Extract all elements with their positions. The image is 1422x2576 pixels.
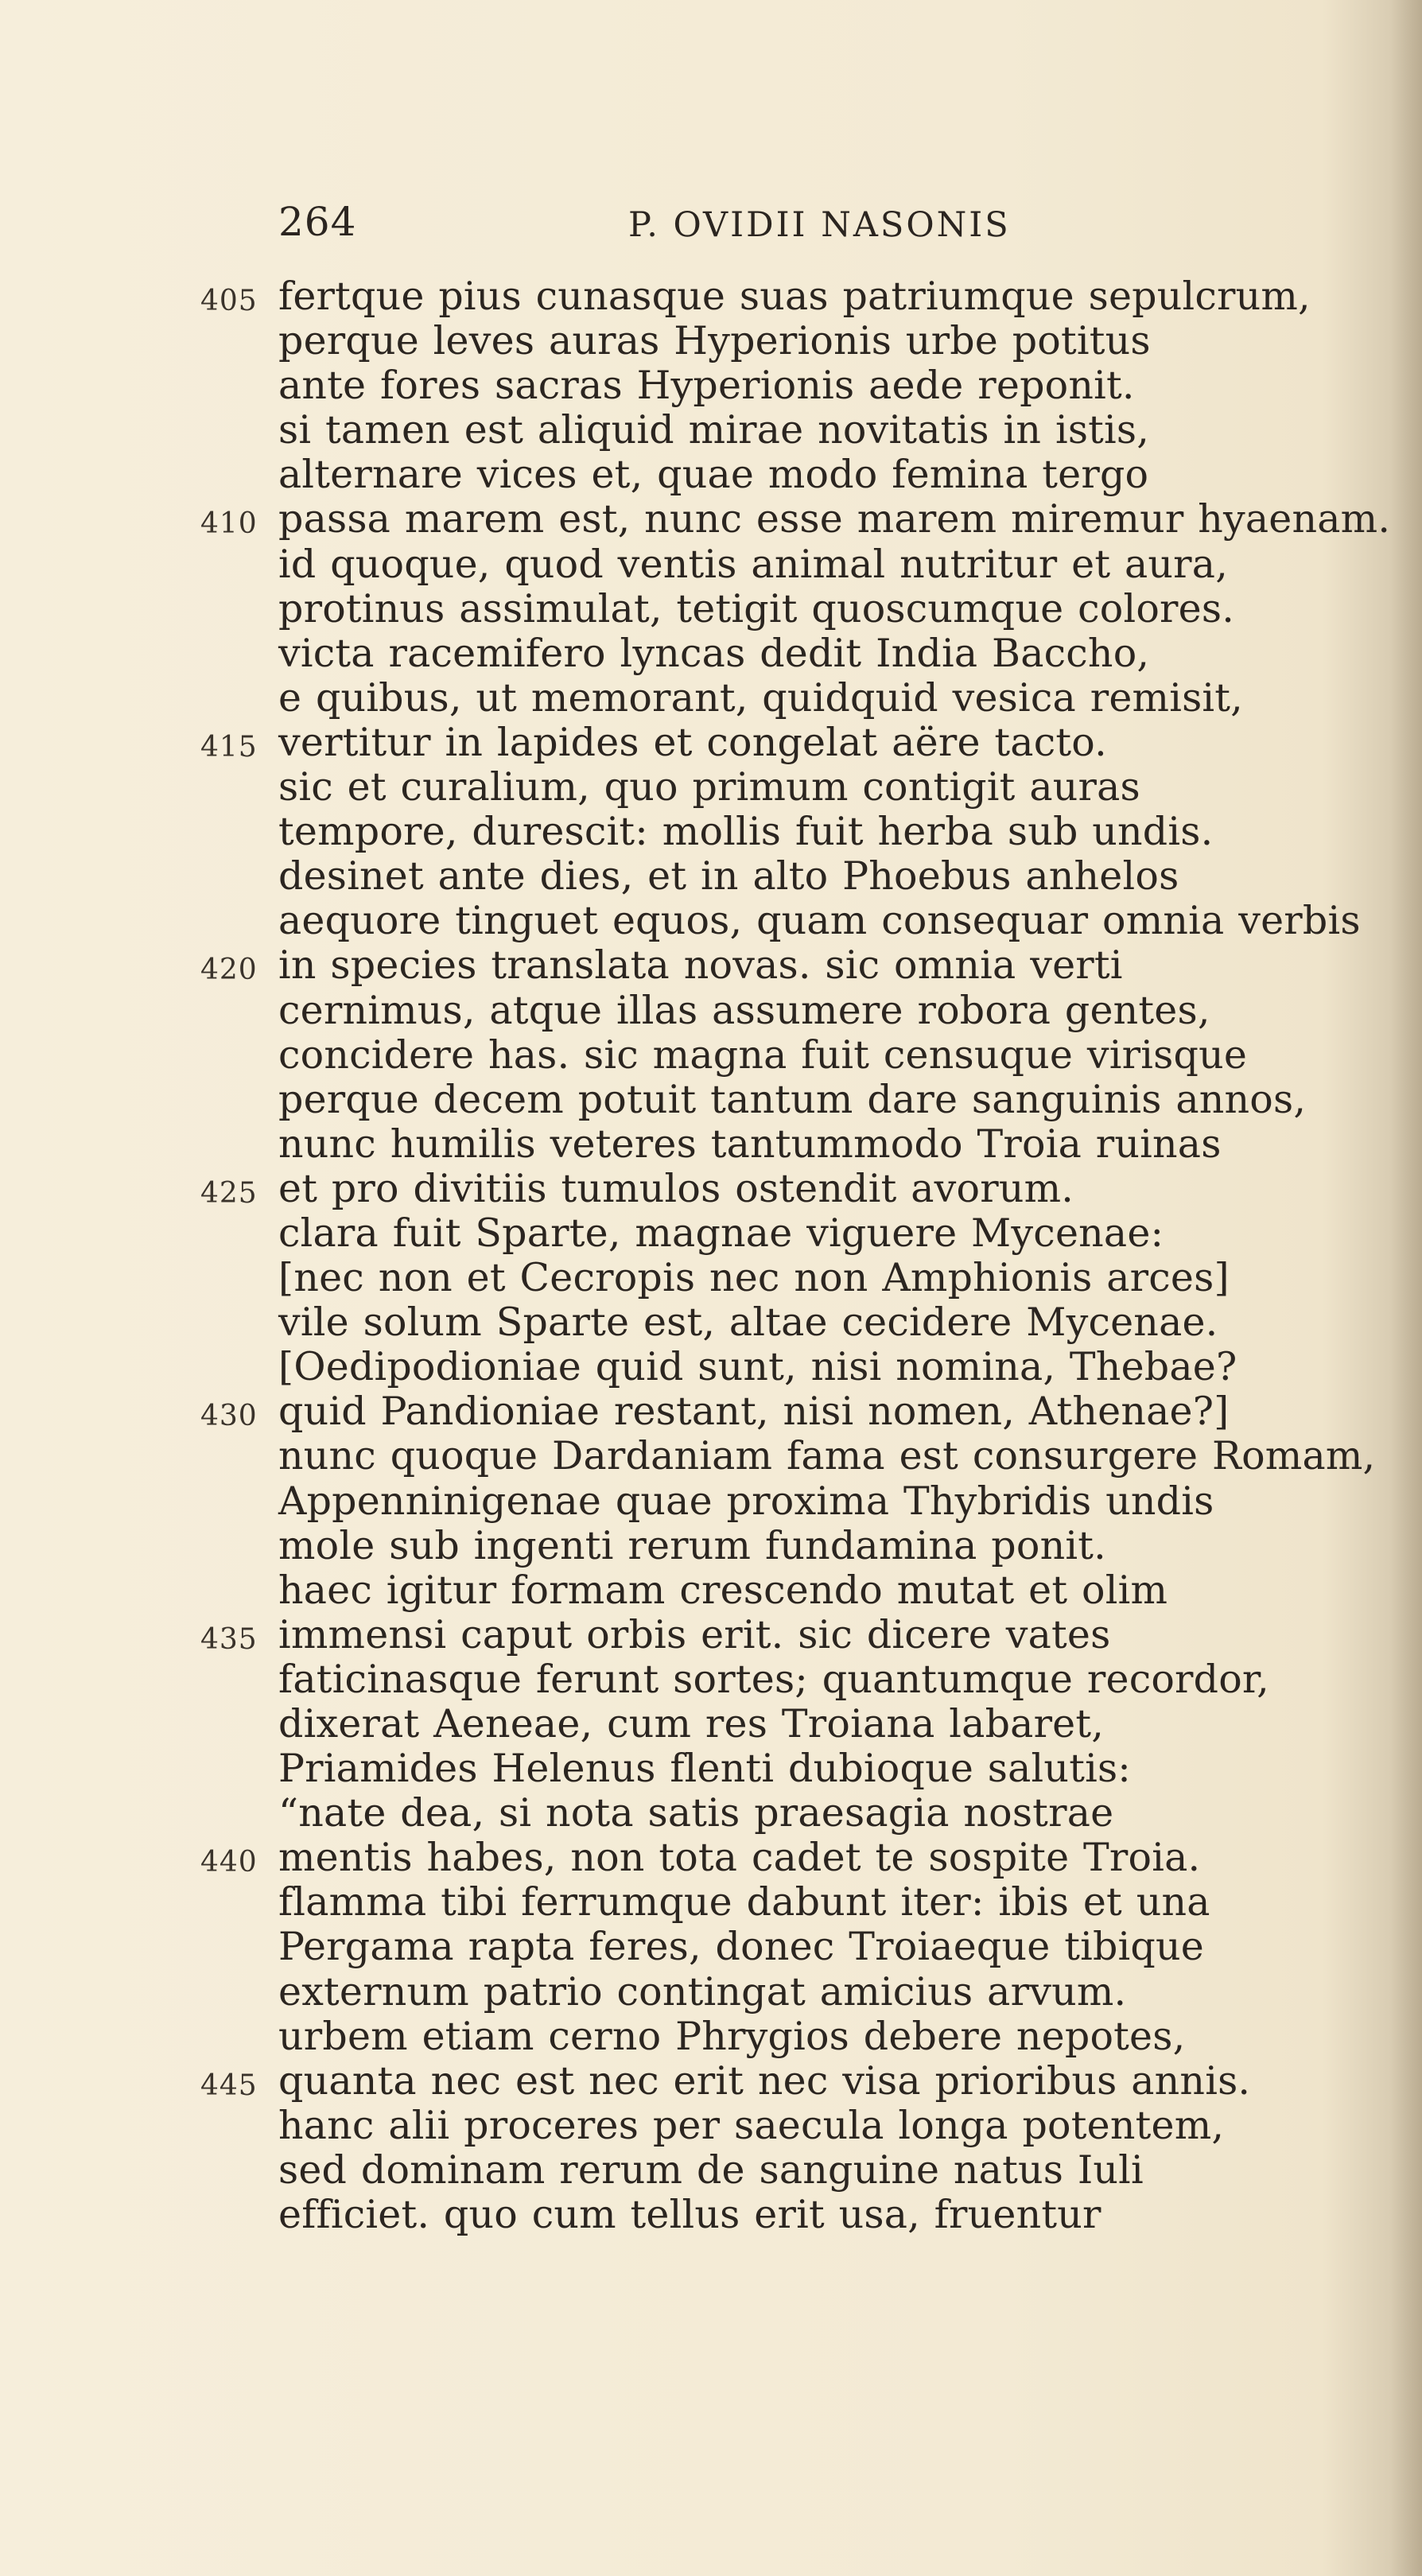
verse-line-text: Appenninigenae quae proxima Thybridis undis bbox=[278, 1478, 1214, 1524]
line-number: 420 bbox=[200, 954, 258, 987]
verse-line bbox=[0, 2014, 1422, 2058]
verse-line-text: ante fores sacras Hyperionis aede reponit. bbox=[278, 363, 1135, 409]
line-number: 445 bbox=[200, 2069, 258, 2102]
verse-line bbox=[0, 2058, 1422, 2103]
verse-line bbox=[0, 1746, 1422, 1790]
verse-line bbox=[0, 1077, 1422, 1121]
line-number: 430 bbox=[200, 1400, 258, 1433]
verse-line bbox=[0, 720, 1422, 764]
verse-line bbox=[0, 988, 1422, 1032]
verse-line bbox=[0, 1701, 1422, 1746]
verse-line bbox=[0, 1210, 1422, 1255]
verse-line bbox=[0, 407, 1422, 452]
verse-line-text: perque leves auras Hyperionis urbe potitus bbox=[278, 318, 1151, 364]
verse-line-text: si tamen est aliquid mirae novitatis in istis, bbox=[278, 407, 1150, 453]
verse-line-text: quid Pandioniae restant, nisi nomen, Athenae?] bbox=[278, 1389, 1230, 1435]
verse-line-text: vile solum Sparte est, altae cecidere Mycenae. bbox=[278, 1300, 1218, 1346]
verse-line-text: Priamides Helenus flenti dubioque salutis: bbox=[278, 1746, 1132, 1792]
verse-line-text: et pro divitiis tumulos ostendit avorum. bbox=[278, 1165, 1074, 1211]
verse-line-text: mentis habes, non tota cadet te sospite Troia. bbox=[278, 1835, 1201, 1881]
line-number: 435 bbox=[200, 1622, 258, 1656]
verse-line-text: cernimus, atque illas assumere robora gentes, bbox=[278, 987, 1210, 1033]
verse-line-text: “nate dea, si nota satis praesagia nostrae bbox=[278, 1790, 1114, 1836]
verse-line-text: urbem etiam cerno Phrygios debere nepotes, bbox=[278, 2013, 1186, 2059]
verse-line bbox=[0, 1255, 1422, 1300]
verse-line-text: alternare vices et, quae modo femina tergo bbox=[278, 452, 1149, 498]
verse-line-text: efficiet. quo cum tellus erit usa, fruentur bbox=[278, 2192, 1101, 2238]
verse-line bbox=[0, 1478, 1422, 1523]
verse-line bbox=[0, 586, 1422, 631]
verse-line bbox=[0, 1344, 1422, 1389]
verse-line bbox=[0, 1389, 1422, 1433]
verse-line-text: hanc alii proceres per saecula longa potentem, bbox=[278, 2102, 1225, 2148]
verse-line bbox=[0, 363, 1422, 407]
verse-line-text: nunc humilis veteres tantummodo Troia ruinas bbox=[278, 1121, 1222, 1167]
verse-line bbox=[0, 631, 1422, 675]
verse-line bbox=[0, 1879, 1422, 1924]
verse-line-text: quanta nec est nec erit nec visa prioribus annis. bbox=[278, 2057, 1251, 2104]
verse-line bbox=[0, 1121, 1422, 1166]
verse-line bbox=[0, 764, 1422, 809]
verse-line bbox=[0, 542, 1422, 586]
verse-line bbox=[0, 1657, 1422, 1701]
verse-line-text: id quoque, quod ventis animal nutritur et aura, bbox=[278, 541, 1228, 587]
verse-line bbox=[0, 1300, 1422, 1344]
verse-line-text: passa marem est, nunc esse marem miremur hyaenam. bbox=[278, 496, 1391, 542]
verse-line bbox=[0, 1924, 1422, 1968]
verse-line bbox=[0, 675, 1422, 720]
verse-line-text: protinus assimulat, tetigit quoscumque colores. bbox=[278, 585, 1234, 631]
verse-line-text: mole sub ingenti rerum fundamina ponit. bbox=[278, 1522, 1106, 1568]
verse-line-text: faticinasque ferunt sortes; quantumque recordor, bbox=[278, 1656, 1269, 1702]
verse-line-text: in species translata novas. sic omnia verti bbox=[278, 942, 1123, 989]
verse-line bbox=[0, 853, 1422, 898]
verse-line-text: dixerat Aeneae, cum res Troiana labaret, bbox=[278, 1701, 1105, 1746]
line-number: 405 bbox=[200, 285, 258, 317]
verse-text bbox=[0, 274, 1422, 2236]
verse-line bbox=[0, 452, 1422, 496]
verse-line bbox=[0, 898, 1422, 942]
verse-line bbox=[0, 2147, 1422, 2192]
page-number: 264 bbox=[278, 199, 357, 245]
verse-line-text: concidere has. sic magna fuit censuque virisque bbox=[278, 1032, 1248, 1078]
verse-line bbox=[0, 2192, 1422, 2236]
line-number: 415 bbox=[200, 730, 258, 763]
verse-line-text: victa racemifero lyncas dedit India Baccho, bbox=[278, 630, 1150, 676]
verse-line bbox=[0, 496, 1422, 541]
verse-line bbox=[0, 274, 1422, 318]
verse-line bbox=[0, 942, 1422, 987]
verse-line bbox=[0, 809, 1422, 853]
verse-line-text: e quibus, ut memorant, quidquid vesica remisit, bbox=[278, 674, 1243, 721]
verse-line bbox=[0, 1433, 1422, 1478]
verse-line-text: clara fuit Sparte, magnae viguere Mycenae: bbox=[278, 1210, 1164, 1256]
verse-line-text: perque decem potuit tantum dare sanguinis annos, bbox=[278, 1076, 1307, 1122]
verse-line bbox=[0, 2103, 1422, 2147]
verse-line-text: externum patrio contingat amicius arvum. bbox=[278, 1968, 1127, 2015]
running-title: P. OVIDII NASONIS bbox=[628, 205, 1011, 245]
verse-line-text: vertitur in lapides et congelat aëre tacto. bbox=[278, 719, 1107, 765]
line-number: 440 bbox=[200, 1846, 258, 1879]
verse-line-text: immensi caput orbis erit. sic dicere vates bbox=[278, 1611, 1111, 1657]
verse-line bbox=[0, 1166, 1422, 1210]
verse-line bbox=[0, 1612, 1422, 1657]
verse-line bbox=[0, 1969, 1422, 2014]
page-header bbox=[278, 199, 1074, 254]
verse-line bbox=[0, 1568, 1422, 1612]
verse-line-text: [Oedipodioniae quid sunt, nisi nomina, Thebae? bbox=[278, 1344, 1237, 1390]
verse-line-text: desinet ante dies, et in alto Phoebus anhelos bbox=[278, 853, 1179, 899]
verse-line bbox=[0, 318, 1422, 363]
verse-line-text: fertque pius cunasque suas patriumque sepulcrum, bbox=[278, 274, 1311, 319]
verse-line bbox=[0, 1835, 1422, 1879]
verse-line-text: sic et curalium, quo primum contigit auras bbox=[278, 764, 1140, 810]
verse-line bbox=[0, 1523, 1422, 1568]
verse-line-text: Pergama rapta feres, donec Troiaeque tibique bbox=[278, 1924, 1204, 1970]
verse-line-text: aequore tinguet equos, quam consequar omnia verbis bbox=[278, 898, 1361, 944]
verse-line bbox=[0, 1032, 1422, 1077]
verse-line-text: nunc quoque Dardaniam fama est consurgere Romam, bbox=[278, 1433, 1376, 1479]
verse-line bbox=[0, 1790, 1422, 1835]
verse-line-text: haec igitur formam crescendo mutat et olim bbox=[278, 1567, 1168, 1613]
verse-line-text: flamma tibi ferrumque dabunt iter: ibis et una bbox=[278, 1879, 1210, 1925]
verse-line-text: [nec non et Cecropis nec non Amphionis arces] bbox=[278, 1255, 1230, 1301]
verse-line-text: sed dominam rerum de sanguine natus Iuli bbox=[278, 2147, 1144, 2193]
line-number: 425 bbox=[200, 1176, 258, 1210]
line-number: 410 bbox=[200, 507, 258, 541]
verse-line-text: tempore, durescit: mollis fuit herba sub undis. bbox=[278, 809, 1214, 855]
